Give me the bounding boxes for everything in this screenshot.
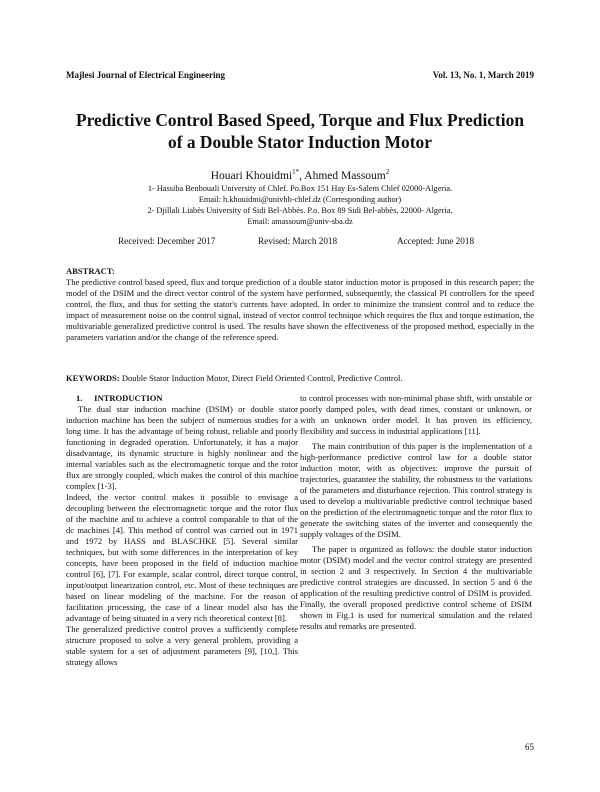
title-line-1: Predictive Control Based Speed, Torque and Flux Prediction <box>75 110 524 130</box>
keywords <box>66 373 534 384</box>
abstract <box>66 266 534 343</box>
author-2-affiliation-mark: 2 <box>385 168 390 176</box>
author-1: Houari Khouidmi <box>210 169 293 182</box>
author-separator: , <box>299 169 305 182</box>
paper-title <box>60 109 540 153</box>
paragraph: Indeed, the vector control makes it possible to envisage a decoupling between the electromagnetic torque and the rotor flux of the machine and to achieve a control comparable to that of the dc machines [4]. This method of control was carried out in 1971 and 1972 by HASS and BLASCHKE [5]. Several similar techniques, but with some differences in the interpretation of key concepts, have been proposed in the field of induction machine control [6], [7]. For example, scalar control, direct torque control, input/output linearization control, etc. Most of these techniques are based on linear modeling of the machine. For the reason of facilitation processing, the case of a linear model also has the advantage of being situated in a very rich theoretical context [8]. <box>66 492 298 623</box>
author-1-affiliation-mark: 1* <box>292 168 300 176</box>
abstract-text: The predictive control based speed, flux and torque prediction of a double stator induction motor is proposed in this research paper; the model of the DSIM and the direct vector control of the system have performed, subsequently, the classical PI controllers for the speed control, the flux, and thus for setting the stator's currents have adopted. In order to minimize the transient control and to reduce the impact of measurement noise on the control signal, instead of vector control technique which requires the flux and torque estimation, the multivariable generalized predictive control is used. The results have shown the effectiveness of the proposed method, especially in the parameters variation and/or the change of the reference speed. <box>66 277 534 342</box>
accepted-date: Accepted: June 2018 <box>397 236 475 246</box>
journal-name: Majlesi Journal of Electrical Engineering <box>66 70 225 80</box>
section-title: INTRODUCTION <box>94 393 163 403</box>
affiliation-1: 1- Hassiba Benbouali University of Chlef. Po.Box 151 Hay Es-Salem Chlef 02000-Algeria. <box>147 184 453 193</box>
received-date: Received: December 2017 <box>118 236 216 246</box>
section-heading <box>66 393 298 404</box>
volume-info: Vol. 13, No. 1, March 2019 <box>432 70 534 80</box>
keywords-text: Double Stator Induction Motor, Direct Field Oriented Control, Predictive Control. <box>121 373 403 383</box>
keywords-label: KEYWORDS: <box>66 373 120 383</box>
paragraph: The main contribution of this paper is the implementation of a high-performance predictive control law for a double stator induction motor, with as objectives: improve the pursuit of trajectories, guarantee the stability, the robustness to the variations of the parameters and disturbance rejection. This control strategy is used to develop a multivariable predictive control technique based on the prediction of the electromagnetic torque and the rotor flux to generate the switching states of the inverter and consequently the supply voltages of the DSIM. <box>300 441 532 539</box>
affiliation-1-email: Email: h.khouidmi@univhb-chlef.dz (Corresponding author) <box>198 195 402 204</box>
section-number: 1. <box>76 393 83 403</box>
author-2: Ahmed Massoum <box>304 169 386 182</box>
title-line-2: of a Double Stator Induction Motor <box>168 132 432 152</box>
abstract-label: ABSTRACT: <box>66 266 115 276</box>
paragraph: The dual star induction machine (DSIM) or double stator induction machine has been the subject of numerous studies for a long time. It has the advantage of being robust, reliable and poorly functioning in degraded operation. Unfortunately, it has a major disadvantage, its dynamic structure is highly nonlinear and the internal variables such as the electromagnetic torque and the rotor flux are strongly coupled, which makes the control of this machine complex [1-3]. <box>66 404 298 491</box>
affiliation-2-email: Email: amassoum@univ-sba.dz <box>247 217 353 226</box>
paragraph: The paper is organized as follows: the double stator induction motor (DSIM) model and the vector control strategy are presented in section 2 and 3 respectively. In Section 4 the multivariable predictive control strategies are discussed. In section 5 and 6 the application of the resulting predictive control of DSIM is provided. Finally, the overall proposed predictive control scheme of DSIM shown in Fig.1 is used for numerical simulation and the related results and remarks are presented. <box>300 544 532 631</box>
revised-date: Revised: March 2018 <box>258 236 338 246</box>
paragraph: to control processes with non-minimal phase shift, with unstable or poorly damped poles, with dead times, constant or unknown, or with an unknown order model. It has proven its efficiency, flexibility and success in industrial applications [11]. <box>300 393 532 436</box>
right-column <box>300 393 532 632</box>
affiliation-2: 2- Djillali Liabès University of Sidi Bel-Abbès. P.o. Box 89 Sidi Bel-abbès, 22000- Algeria. <box>147 206 453 215</box>
author-list <box>60 168 540 182</box>
paragraph: The generalized predictive control proves a sufficiently complete structure proposed to solve a very general problem, providing a stable system for a set of adjustment parameters [9], [10,]. This strategy allows <box>66 624 298 667</box>
affiliations <box>60 183 540 227</box>
page-number: 65 <box>525 742 534 752</box>
left-column <box>66 393 298 668</box>
